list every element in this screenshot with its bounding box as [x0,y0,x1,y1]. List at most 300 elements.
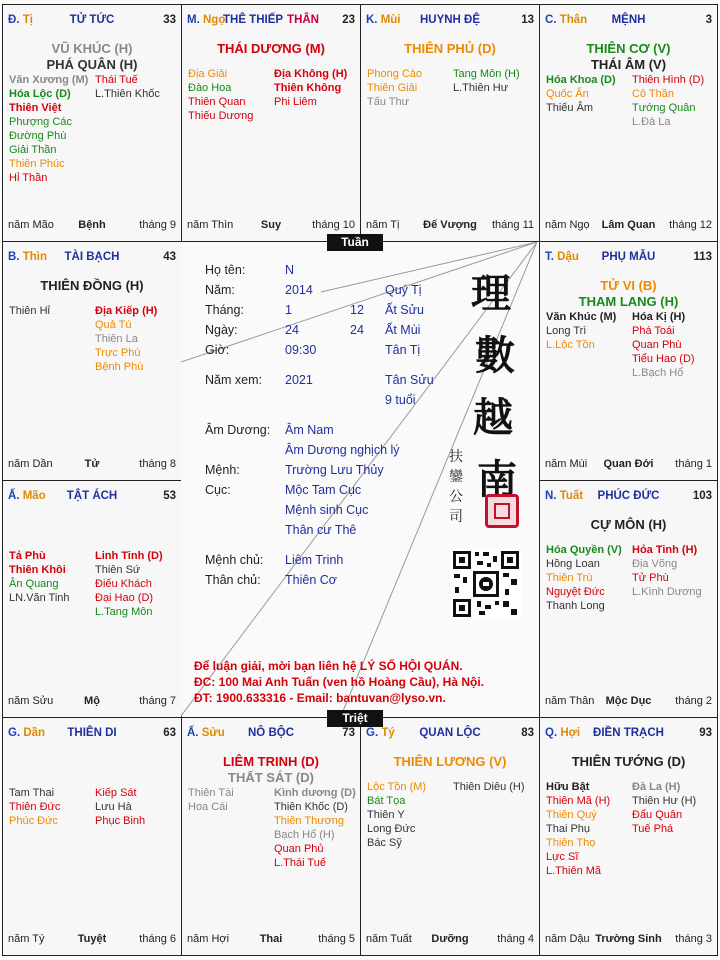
palace-footer [8,219,176,233]
minor-star: Hữu Bật [546,781,590,793]
stars-right-column [274,67,358,109]
palace-stem-letter: T. [545,251,558,263]
minor-star: Tam Thai [9,787,55,799]
minor-star: Thiếu Âm [546,102,594,114]
palace-dau[interactable] [539,241,718,481]
palace-name: MỆNH [611,14,646,26]
minor-star: Thiên Thọ [546,837,596,849]
stars-right-column [632,73,716,129]
palace-stem-letter: M. [187,14,203,26]
info-cuc-value: Mộc Tam Cục [285,483,362,497]
palace-branch-name: Tý [381,727,395,739]
palace-header [187,14,355,28]
palace-body-tag: THÂN [287,14,319,26]
palace-name: PHỤ MẪU [601,251,656,263]
palace-stage: Trường Sinh [595,933,662,945]
palace-number: 103 [692,490,712,502]
palace-tyy[interactable] [360,717,540,956]
palace-name: HUYNH ĐỆ [419,14,481,26]
stars-right-column [95,73,179,101]
minor-star: Cô Thần [632,88,674,100]
palace-month: tháng 1 [675,458,712,470]
calligraphy-char-3: 越 [473,394,513,441]
info-than-cu: Thân cư Thê [285,523,357,537]
triet-tag: Triệt [327,710,383,727]
info-viewyear-label: Năm xem: [205,373,262,387]
minor-star: Bát Tọa [367,795,406,807]
info-menhchu-label: Mệnh chủ: [205,553,264,567]
minor-star: Bệnh Phù [95,361,144,373]
palace-footer [8,933,176,947]
minor-star: Thiên Thương [274,815,345,827]
palace-name: NÔ BỘC [248,727,294,739]
minor-star: Thiên La [95,333,138,345]
palace-number: 63 [163,727,176,739]
minor-star: L.Thái Tuế [274,857,326,869]
stars-left-column [188,67,272,123]
info-menh-label: Mệnh: [205,463,240,477]
palace-year: năm Tuất [366,933,412,945]
tuan-tag: Tuần [327,234,383,251]
palace-number: 53 [163,490,176,502]
palace-year: năm Dần [8,458,53,470]
info-menhchu-value: Liêm Trinh [285,553,344,567]
minor-star: Đẩu Quân [632,809,683,821]
minor-star: L.Thiên Hư [453,82,509,94]
minor-star: Thiên Giải [367,82,418,94]
minor-star: Hồng Loan [546,558,600,570]
palace-name: TỬ TỨC [69,14,115,26]
minor-star: Tấu Thư [367,96,410,108]
minor-star: Thiên Mã (H) [546,795,611,807]
palace-stage: Suy [260,219,282,231]
palace-month: tháng 5 [318,933,355,945]
stars-right-column [274,786,358,870]
minor-star: Thiên Không [274,82,342,94]
stars-right-column [95,549,179,619]
minor-star: Thiên Quan [188,96,246,108]
minor-star: Địa Giải [188,68,228,80]
major-star: THIÊN PHỦ (D) [404,41,496,56]
minor-star: Địa Không (H) [274,68,348,80]
palace-branch-name: Thìn [22,251,47,263]
minor-star: Quan Phủ [274,843,324,855]
minor-star: Thiên Tài [188,787,234,799]
info-month-label: Tháng: [205,303,244,317]
minor-star: L.Đà La [632,116,671,128]
palace-branch-name: Mão [22,490,46,502]
palace-stage: Lâm Quan [601,219,656,231]
stars-right-column [453,780,537,794]
minor-star: Địa Kiếp (H) [95,305,158,317]
minor-star: Thiên Việt [9,102,62,114]
qr-code-icon[interactable] [451,549,521,619]
minor-star: Phúc Đức [9,815,58,827]
major-star: THÁI DƯƠNG (M) [217,41,325,56]
minor-star: Quả Tú [95,319,132,331]
minor-star: Kình dương (D) [274,787,356,799]
palace-header [545,14,712,28]
palace-number: 83 [521,727,534,739]
minor-star: Thiên Hỉ [9,305,50,317]
minor-star: Bác Sỹ [367,837,402,849]
palace-header [545,490,712,504]
stars-left-column [9,73,93,185]
minor-star: Thiên Quý [546,809,597,821]
palace-stage: Mộc Dục [605,695,652,707]
palace-branch-name: Dậu [557,251,579,263]
minor-star: LN.Văn Tinh [9,592,70,604]
palace-footer [545,933,712,947]
major-star: LIÊM TRINH (D) [222,754,320,769]
minor-star: Thiên Phúc [9,158,65,170]
minor-star: Địa Võng [632,558,678,570]
info-day-label: Ngày: [205,323,238,337]
palace-branch-name: Hợi [560,727,581,739]
palace-name: THÊ THIẾP THÂN [222,14,319,26]
palace-stage: Bệnh [78,219,106,231]
info-year-label: Năm: [205,283,235,297]
palace-branch-name: Sửu [201,727,225,739]
palace-stage: Tử [84,458,100,470]
stars-right-column [632,543,716,599]
palace-month: tháng 7 [139,695,176,707]
palace-year: năm Dậu [545,933,590,945]
palace-name: THIÊN DI [67,727,117,739]
palace-stage: Thai [259,933,283,945]
minor-star: Hoa Cái [188,801,228,813]
minor-star: Hóa Khoa (D) [546,74,616,86]
palace-year: năm Mão [8,219,54,231]
palace-footer [366,933,534,947]
minor-star: Hóa Kị (H) [632,311,686,323]
palace-year: năm Sửu [8,695,54,707]
stars-left-column [367,780,451,850]
contact-phone-email[interactable]: ĐT: 1900.633316 - Email: bantuvan@lyso.vn. [194,691,446,705]
stars-right-column [453,67,537,95]
info-name-row: Họ tên: [205,263,246,277]
minor-star: Thiên Diêu (H) [453,781,525,793]
minor-star: Tử Phù [632,572,669,584]
minor-star: L.Kình Dương [632,586,702,598]
calligraphy-logo [443,262,533,552]
palace-month: tháng 12 [669,219,712,231]
info-day-canchi: Ất Mùi [385,323,421,337]
palace-number: 23 [342,14,355,26]
minor-star: L.Bạch Hổ [632,367,684,379]
minor-star: Kiếp Sát [95,787,137,799]
minor-star: Thiếu Dương [188,110,254,122]
info-hour-label: Giờ: [205,343,230,357]
major-star: THIÊN ĐỒNG (H) [40,278,144,293]
palace-number: 93 [699,727,712,739]
info-hour-canchi: Tân Tị [385,343,421,357]
minor-star: Đà La (H) [632,781,681,793]
minor-star: Bạch Hổ (H) [274,829,335,841]
info-age: 9 tuổi [385,393,416,407]
palace-stem-letter: Ấ. [8,490,23,502]
stars-left-column [546,310,630,352]
minor-star: Thiên Y [367,809,405,821]
major-star: THIÊN TƯỚNG (D) [571,754,686,769]
minor-star: Lộc Tồn (M) [367,781,427,793]
stars-right-column [632,780,716,836]
small-char-2: 鑾 [449,469,463,485]
palace-header [366,14,534,28]
minor-star: Điếu Khách [95,578,152,590]
minor-star: Thái Tuế [95,74,138,86]
minor-star: Linh Tinh (D) [95,550,163,562]
stars-right-column [95,786,179,828]
info-amduong-value: Âm Nam [285,423,334,437]
palace-branch-name: Ngọ [202,14,226,26]
palace-month: tháng 8 [139,458,176,470]
palace-hoi[interactable] [539,717,718,956]
info-amduong-note: Âm Dương nghịch lý [285,443,400,457]
major-star: THAM LANG (H) [578,294,679,309]
palace-header [8,727,176,741]
minor-star: Thanh Long [546,600,605,612]
info-year-value: 2014 [285,283,313,297]
info-month-value: 1 [285,303,292,317]
palace-footer [8,458,176,472]
palace-name: QUAN LỘC [419,727,481,739]
palace-footer [545,695,712,709]
minor-star: L.Thiên Mã [546,865,602,877]
stars-left-column [9,786,93,828]
palace-suu[interactable] [181,717,361,956]
minor-star: L.Lộc Tồn [546,339,595,351]
palace-name: ĐIỀN TRẠCH [593,727,664,739]
major-star: THẤT SÁT (D) [228,770,314,785]
stars-left-column [188,786,272,814]
minor-star: Đại Hao (D) [95,592,154,604]
palace-number: 73 [342,727,355,739]
minor-star: Thiên Đức [9,801,61,813]
palace-year: năm Thân [545,695,595,707]
palace-stem-letter: Đ. [8,14,23,26]
palace-number: 3 [705,14,712,26]
minor-star: Văn Xương (M) [9,74,89,86]
minor-star: Hóa Quyền (V) [546,544,622,556]
palace-number: 33 [163,14,176,26]
palace-stage: Dưỡng [431,933,469,945]
palace-branch-name: Mùi [380,14,401,26]
info-hour-value: 09:30 [285,343,317,357]
minor-star: Thiên Trù [546,572,593,584]
minor-star: Thiên Khốc (D) [274,801,348,813]
palace-footer [366,219,534,233]
palace-footer [8,695,176,709]
minor-star: Quan Phù [632,339,682,351]
palace-number: 113 [693,251,712,263]
minor-star: Hỏa Tinh (H) [632,544,698,556]
info-name-value: N [285,263,295,277]
palace-month: tháng 3 [675,933,712,945]
minor-star: Đường Phù [9,130,67,142]
palace-number: 13 [521,14,534,26]
palace-name: TÀI BẠCH [64,251,120,263]
info-day-value: 24 [285,323,299,337]
minor-star: Lực Sĩ [546,851,579,863]
palace-branch-name: Tuất [559,490,584,502]
info-cuc-label: Cục: [205,483,231,497]
palace-stem-letter: Ấ. [187,727,202,739]
palace-month: tháng 2 [675,695,712,707]
info-viewyear-canchi: Tân Sửu [385,373,434,387]
palace-header [8,251,176,265]
palace-stage: Quan Đới [603,458,654,470]
major-star: THIÊN CƠ (V) [586,41,671,56]
major-star: VŨ KHÚC (H) [51,41,133,56]
palace-than[interactable] [539,4,718,242]
palace-year: năm Mùi [545,458,588,470]
palace-footer [545,219,712,233]
minor-star: Tả Phù [9,550,46,562]
minor-star: Đào Hoa [188,82,232,94]
stars-left-column [546,73,630,115]
palace-year: năm Hợi [187,933,230,945]
minor-star: Phong Cáo [367,68,423,80]
minor-star: Giải Thần [9,144,57,156]
minor-star: Tang Môn (H) [453,68,520,80]
palace-year: năm Tị [366,219,400,231]
palace-year: năm Ngọ [545,219,590,231]
palace-month: tháng 6 [139,933,176,945]
minor-star: Thiên Sứ [95,564,141,576]
palace-footer [545,458,712,472]
minor-star: Tướng Quân [632,102,696,114]
major-star: THIÊN LƯƠNG (V) [393,754,507,769]
palace-header [545,251,712,265]
minor-star: Long Trì [546,325,587,337]
minor-star: Long Đức [367,823,416,835]
palace-name: TẬT ÁCH [66,490,118,502]
palace-name: PHÚC ĐỨC [597,490,660,502]
calligraphy-char-2: 數 [475,332,515,379]
palace-thin[interactable] [2,241,182,481]
minor-star: Phá Toái [632,325,675,337]
info-month-lunar: 12 [350,303,364,317]
info-amduong-label: Âm Dương: [205,423,271,437]
minor-star: Quốc Ấn [546,88,589,100]
palace-stem-letter: Q. [545,727,561,739]
info-menh-value: Trường Lưu Thủy [285,463,384,477]
palace-stem-letter: G. [366,727,382,739]
palace-number: 43 [163,251,176,263]
minor-star: Phi Liêm [274,96,317,108]
minor-star: Thiên Hư (H) [632,795,697,807]
palace-header [8,490,176,504]
minor-star: Phục Binh [95,815,146,827]
minor-star: Tiểu Hao (D) [632,353,695,365]
stars-right-column [632,310,716,380]
stars-left-column [9,304,93,318]
palace-stem-letter: G. [8,727,24,739]
palace-stem-letter: N. [545,490,560,502]
info-viewyear-value: 2021 [285,373,313,387]
palace-stage: Tuyệt [77,933,107,945]
palace-branch-name: Tị [22,14,33,26]
red-seal-icon [485,494,519,528]
palace-header [545,727,712,741]
palace-month: tháng 10 [312,219,355,231]
palace-mao[interactable] [2,480,182,718]
palace-branch-name: Dần [23,727,46,739]
small-char-1: 扶 [449,449,463,465]
palace-stage: Đế Vượng [423,219,477,231]
info-cuc-relation: Mệnh sinh Cục [285,503,369,517]
minor-star: Hóa Lộc (D) [9,88,71,100]
minor-star: Hỉ Thần [9,172,48,184]
major-star: CỰ MÔN (H) [590,517,667,532]
palace-year: năm Tý [8,933,45,945]
stars-left-column [367,67,451,109]
minor-star: Thiên Khôi [9,564,66,576]
palace-header [8,14,176,28]
minor-star: Lưu Hà [95,801,132,813]
minor-star: Ân Quang [9,578,59,590]
palace-month: tháng 11 [491,219,534,231]
palace-header [187,727,355,741]
stars-left-column [546,543,630,613]
stars-left-column [9,549,93,605]
minor-star: Phượng Các [9,116,72,128]
palace-mui[interactable] [360,4,540,242]
small-char-3: 公 [449,489,463,505]
minor-star: L.Tang Môn [95,606,153,618]
palace-stem-letter: K. [366,14,381,26]
minor-star: Trực Phù [95,347,141,359]
palace-month: tháng 9 [139,219,176,231]
palace-ngo[interactable] [181,4,361,242]
palace-month: tháng 4 [497,933,534,945]
info-thanchu-value: Thiên Cơ [285,573,337,587]
calligraphy-char-1: 理 [471,270,511,317]
palace-tuat[interactable] [539,480,718,718]
contact-address: ĐC: 100 Mai Anh Tuấn (ven hồ Hoàng Cầu), Hà Nội. [194,675,485,689]
major-star: TỬ VI (B) [600,278,657,293]
palace-stage: Mộ [84,695,100,707]
minor-star: Nguyệt Đức [546,586,605,598]
minor-star: L.Thiên Khốc [95,88,160,100]
palace-year: năm Thìn [187,219,234,231]
calligraphy-char-4: 南 [477,456,517,503]
contact-line-1: Để luận giải, mời bạn liên hệ LÝ SỐ HỘI QUÁN. [194,659,463,673]
stars-left-column [546,780,630,878]
info-month-canchi: Ất Sửu [385,303,424,317]
small-char-4: 司 [449,509,463,525]
stars-right-column [95,304,179,374]
palace-stem-letter: C. [545,14,560,26]
info-day-lunar: 24 [350,323,364,337]
palace-dan[interactable] [2,717,182,956]
minor-star: Tuế Phá [632,823,674,835]
palace-header [366,727,534,741]
palace-footer [187,219,355,233]
info-year-canchi: Quý Tị [385,283,422,297]
minor-star: Văn Khúc (M) [546,311,617,323]
info-thanchu-label: Thân chủ: [205,573,261,587]
minor-star: Thiên Hình (D) [632,74,705,86]
minor-star: Thai Phụ [546,823,591,835]
palace-stem-letter: B. [8,251,23,263]
major-star: THÁI ÂM (V) [590,57,667,72]
palace-ty[interactable] [2,4,182,242]
major-star: PHÁ QUÂN (H) [46,57,138,72]
palace-branch-name: Thân [559,14,588,26]
palace-footer [187,933,355,947]
